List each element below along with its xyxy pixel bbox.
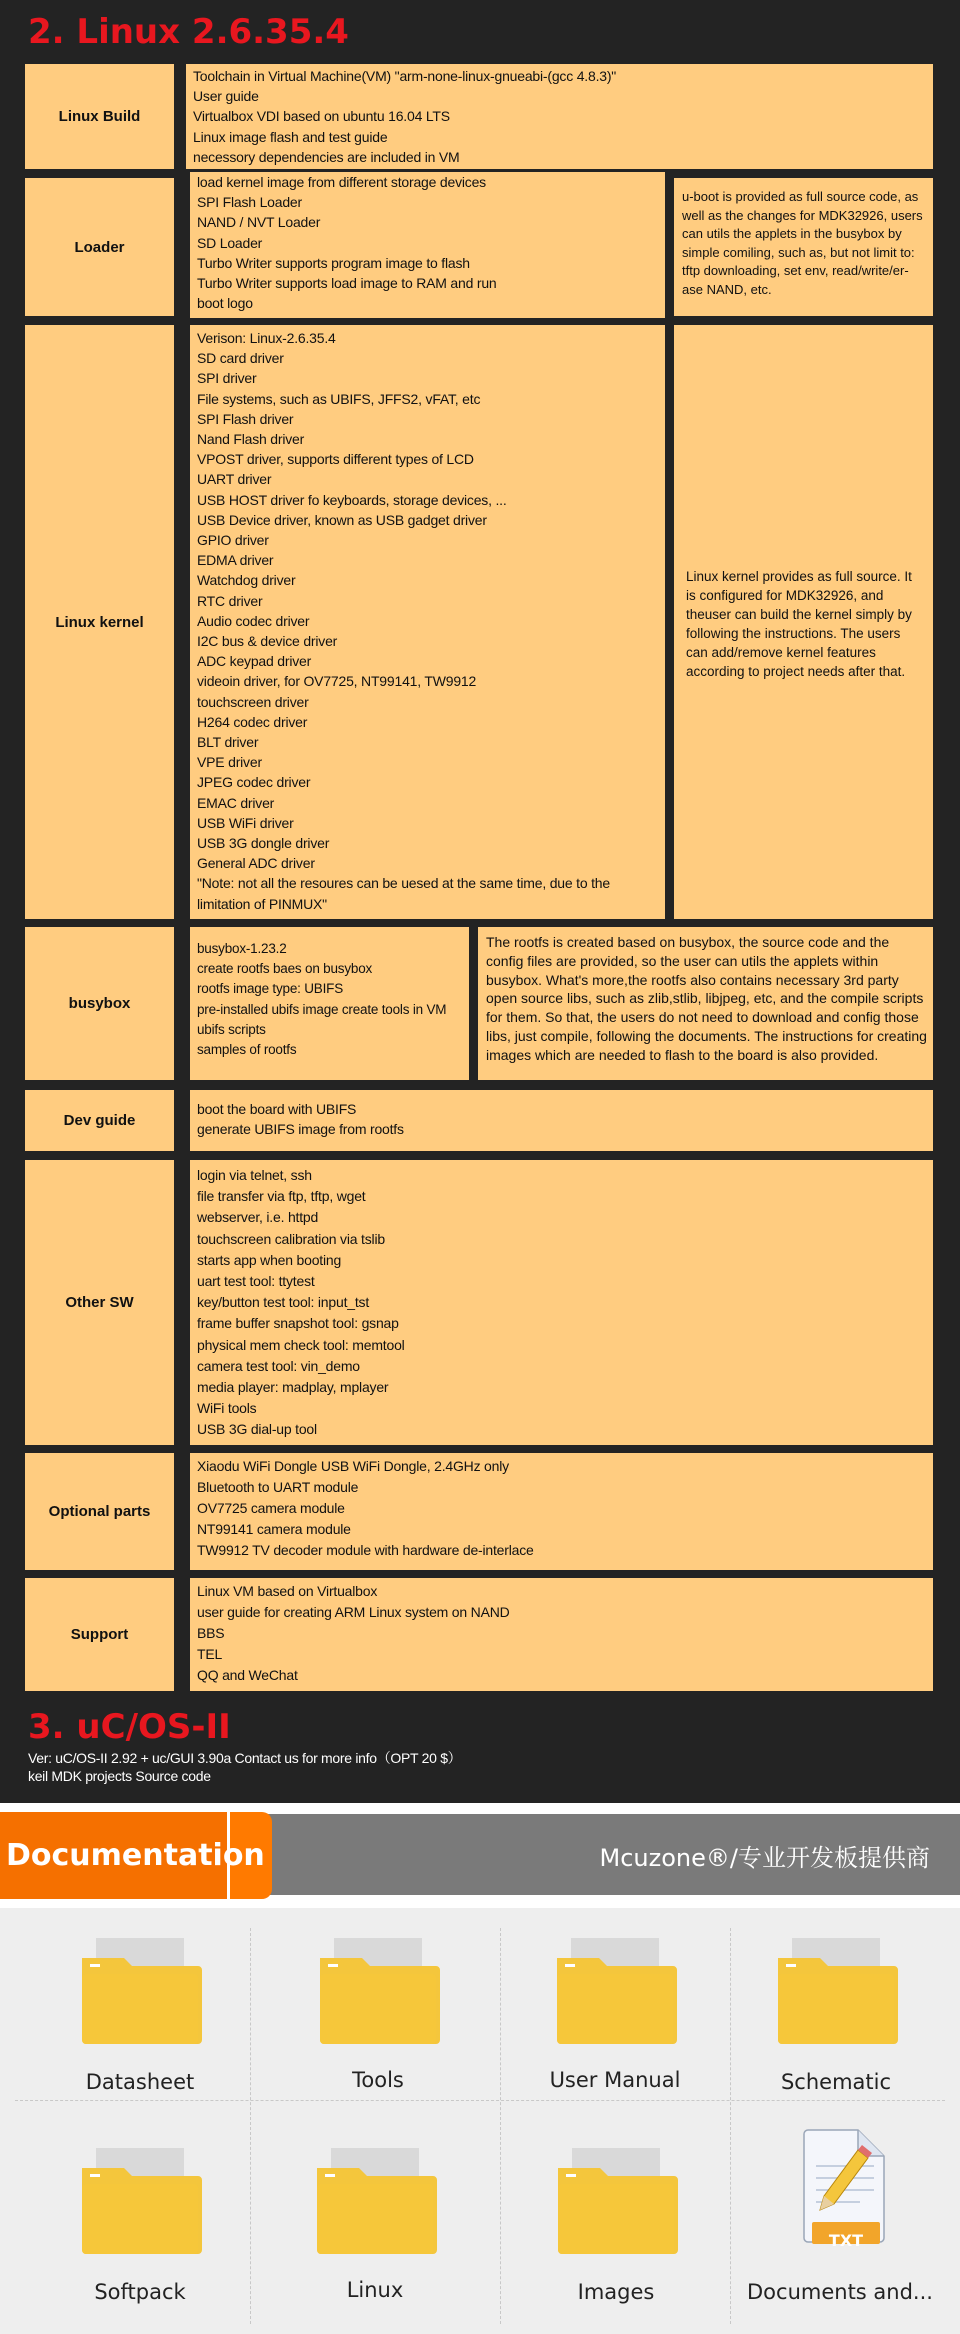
other-sw-list: [190, 1160, 933, 1445]
folder-icon: [495, 1932, 735, 2052]
list-item: Turbo Writer supports program image to flash: [197, 254, 470, 271]
list-item: videoin driver, for OV7725, NT99141, TW9912: [197, 673, 477, 690]
dev-guide-list: [190, 1090, 933, 1151]
folder-icon: [496, 2142, 736, 2262]
documentation-grid: [0, 1908, 960, 2334]
doc-item-label: Documents and...: [747, 2280, 933, 2304]
list-item: file transfer via ftp, tftp, wget: [197, 1188, 366, 1205]
list-item: boot the board with UBIFS: [197, 1101, 357, 1117]
list-item: NT99141 camera module: [197, 1521, 351, 1537]
list-item: Linux image flash and test guide: [193, 128, 388, 145]
list-item: I2C bus & device driver: [197, 633, 338, 650]
list-item: USB 3G dongle driver: [197, 835, 330, 852]
list-item: USB 3G dial-up tool: [197, 1421, 317, 1438]
support-list: [190, 1578, 933, 1691]
brand-tagline: Mcuzone®/专业开发板提供商: [599, 1844, 930, 1872]
loader-list: [190, 172, 665, 318]
txt-badge: TXT: [828, 2231, 864, 2250]
list-item: JPEG codec driver: [197, 774, 311, 791]
ucos-source-line: keil MDK projects Source code: [28, 1768, 211, 1784]
documentation-header: [0, 1812, 960, 1899]
list-item: Virtualbox VDI based on ubuntu 16.04 LTS: [193, 108, 450, 125]
list-item: SD card driver: [197, 350, 284, 367]
list-item: generate UBIFS image from rootfs: [197, 1121, 404, 1138]
list-item: TEL: [197, 1646, 223, 1662]
list-item: Linux VM based on Virtualbox: [197, 1583, 378, 1599]
list-item: limitation of PINMUX": [197, 895, 327, 912]
list-item: TW9912 TV decoder module with hardware de-interlace: [197, 1542, 534, 1558]
list-item: touchscreen calibration via tslib: [197, 1230, 385, 1247]
doc-item-label: Tools: [352, 2068, 404, 2092]
row-label-dev-guide: Dev guide: [25, 1090, 174, 1151]
folder-icon: [255, 2142, 495, 2262]
row-label-linux-kernel: Linux kernel: [25, 325, 174, 919]
row-label-support: Support: [25, 1578, 174, 1691]
doc-item-label: Datasheet: [85, 2070, 195, 2094]
list-item: starts app when booting: [197, 1251, 342, 1268]
list-item: ADC keypad driver: [197, 653, 312, 670]
list-item: EMAC driver: [197, 794, 275, 811]
list-item: user guide for creating ARM Linux system on NAND: [197, 1604, 510, 1620]
list-item: Audio codec driver: [197, 612, 310, 629]
list-item: UART driver: [197, 471, 272, 488]
list-item: SPI driver: [197, 370, 257, 387]
list-item: Xiaodu WiFi Dongle USB WiFi Dongle, 2.4GHz only: [197, 1458, 509, 1474]
list-item: necessory dependencies are included in VM: [193, 148, 460, 165]
list-item: boot logo: [197, 295, 253, 312]
doc-item-label: Softpack: [94, 2280, 186, 2304]
documentation-banner: [230, 1814, 960, 1895]
busybox-note: The rootfs is created based on busybox, the source code and the config files are provided, so the user can utils the applets within busybox. What's more,the rootfs also contains necessary 3rd party open source libs, such as zlib,stlib, libjpeg, etc, and the compile scripts for them. So that, the users do not need to download and config those libs, just compile, following the documents. The instructions for creating images which are needed to flash to the board is also provided.: [478, 927, 933, 1080]
list-item: OV7725 camera module: [197, 1500, 345, 1516]
optional-parts-list: [190, 1453, 933, 1570]
list-item: EDMA driver: [197, 552, 274, 569]
ucos-version-line: Ver: uC/OS-II 2.92 + uc/GUI 3.90a Contact us for more info（OPT 20 $）: [28, 1750, 462, 1766]
list-item: VPE driver: [197, 754, 262, 771]
list-item: GPIO driver: [197, 532, 269, 549]
list-item: User guide: [193, 88, 259, 105]
loader-note: u-boot is provided as full source code, as well as the changes for MDK32926, users can utils the applets in the busybox by simple comiling, such as, but not limit to: tftp downloading, set env, read/write/er-ase NAND, etc.: [674, 178, 933, 316]
doc-item-label: Schematic: [780, 2070, 892, 2094]
list-item: QQ and WeChat: [197, 1667, 298, 1683]
list-item: WiFi tools: [197, 1400, 257, 1417]
list-item: samples of rootfs: [197, 1042, 297, 1058]
linux-build-list: [186, 64, 933, 169]
row-label-linux-build: Linux Build: [25, 64, 174, 169]
list-item: load kernel image from different storage devices: [197, 174, 486, 190]
list-item: physical mem check tool: memtool: [197, 1336, 405, 1353]
list-item: Nand Flash driver: [197, 431, 305, 448]
linux-section-title: 2. Linux 2.6.35.4: [28, 12, 349, 52]
list-item: create rootfs baes on busybox: [197, 961, 373, 977]
list-item: busybox-1.23.2: [197, 941, 287, 956]
list-item: SPI Flash driver: [197, 410, 294, 427]
documentation-title: Documentation: [6, 1838, 265, 1873]
list-item: SD Loader: [197, 234, 263, 251]
list-item: SPI Flash Loader: [197, 194, 302, 211]
list-item: frame buffer snapshot tool: gsnap: [197, 1315, 399, 1332]
list-item: BLT driver: [197, 734, 259, 751]
linux-kernel-list: [190, 325, 665, 919]
busybox-list: [190, 927, 469, 1080]
list-item: File systems, such as UBIFS, JFFS2, vFAT, etc: [197, 390, 481, 407]
list-item: USB Device driver, known as USB gadget driver: [197, 511, 487, 528]
list-item: Watchdog driver: [197, 572, 296, 589]
folder-icon: [258, 1932, 498, 2052]
list-item: uart test tool: ttytest: [197, 1273, 315, 1290]
list-item: H264 codec driver: [197, 713, 308, 730]
list-item: BBS: [197, 1625, 225, 1641]
list-item: webserver, i.e. httpd: [197, 1209, 319, 1226]
list-item: VPOST driver, supports different types of LCD: [197, 451, 474, 468]
grid-divider: [15, 2100, 945, 2101]
list-item: media player: madplay, mplayer: [197, 1379, 389, 1396]
list-item: pre-installed ubifs image create tools in VM: [197, 1001, 447, 1017]
list-item: Turbo Writer supports load image to RAM and run: [197, 275, 497, 292]
folder-icon: [20, 1932, 260, 2052]
list-item: USB WiFi driver: [197, 814, 294, 831]
list-item: touchscreen driver: [197, 693, 309, 710]
list-item: USB HOST driver fo keyboards, storage devices, ...: [197, 491, 507, 508]
row-label-optional-parts: Optional parts: [25, 1453, 174, 1570]
documentation-tab: [0, 1812, 272, 1899]
doc-item-label: User Manual: [549, 2068, 681, 2092]
row-label-loader: Loader: [25, 178, 174, 316]
linux-kernel-note: Linux kernel provides as full source. It is configured for MDK32926, and theuser can build the kernel simply by following the instructions. The users can add/remove kernel features according to project needs after that.: [674, 325, 933, 919]
list-item: key/button test tool: input_tst: [197, 1294, 370, 1311]
list-item: Bluetooth to UART module: [197, 1479, 359, 1495]
list-item: RTC driver: [197, 592, 263, 609]
list-item: rootfs image type: UBIFS: [197, 981, 344, 997]
row-label-busybox: busybox: [25, 927, 174, 1080]
ucos-section-title: 3. uC/OS-II: [28, 1707, 231, 1747]
documentation-tab-inner: [0, 1812, 265, 1899]
list-item: camera test tool: vin_demo: [197, 1357, 360, 1374]
list-item: ubifs scripts: [197, 1021, 266, 1037]
doc-item-label: Images: [577, 2280, 655, 2304]
row-label-other-sw: Other SW: [25, 1160, 174, 1445]
doc-item-label: Linux: [346, 2278, 404, 2302]
folder-icon: [20, 2142, 260, 2262]
list-item: login via telnet, ssh: [197, 1167, 312, 1183]
list-item: NAND / NVT Loader: [197, 214, 321, 231]
list-item: "Note: not all the resoures can be uesed at the same time, due to the: [197, 875, 610, 892]
list-item: General ADC driver: [197, 855, 315, 872]
list-item: Verison: Linux-2.6.35.4: [197, 330, 336, 346]
folder-icon: [716, 1932, 956, 2052]
list-item: Toolchain in Virtual Machine(VM) "arm-none-linux-gnueabi-(gcc 4.8.3)": [193, 68, 617, 84]
